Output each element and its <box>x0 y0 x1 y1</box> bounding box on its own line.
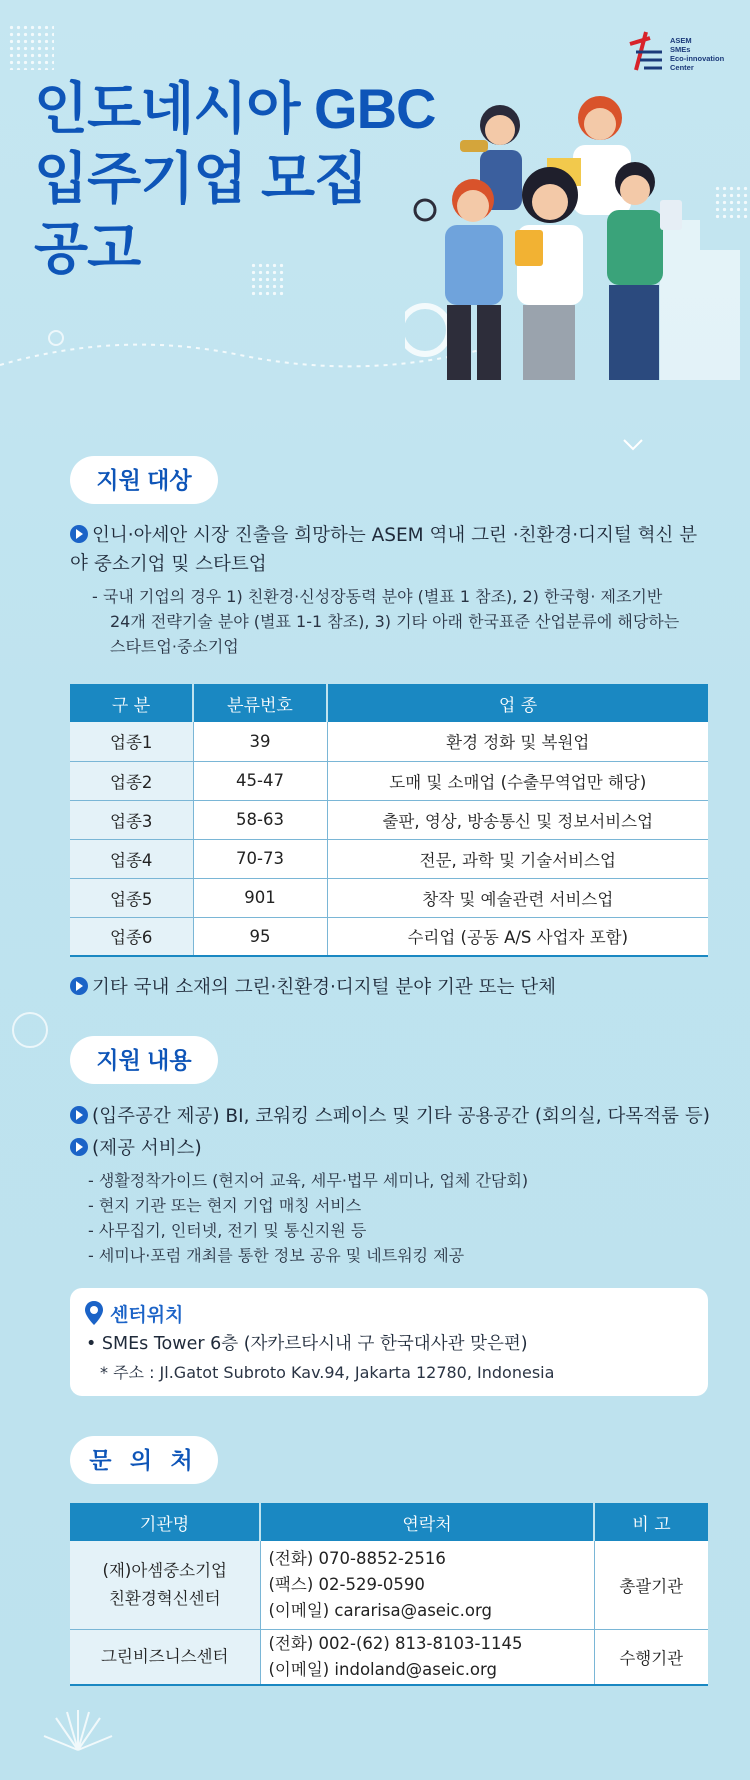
map-pin-icon <box>84 1300 104 1326</box>
list-item: - 생활정착가이드 (현지어 교육, 세무·법무 세미나, 업체 간담회) <box>88 1171 529 1190</box>
table-row: 업종2 45-47 도매 및 소매업 (수출무역업만 해당) <box>70 761 708 800</box>
list-item: - 사무집기, 인터넷, 전기 및 통신지원 등 <box>88 1221 367 1240</box>
location-address: * 주소 : Jl.Gatot Subroto Kav.94, Jakarta 12780, Indonesia <box>100 1363 555 1382</box>
table-row: 업종3 58-63 출판, 영상, 방송통신 및 정보서비스업 <box>70 800 708 839</box>
contact-table <box>70 1503 708 1686</box>
list-item: - 현지 기관 또는 현지 기업 매칭 서비스 <box>88 1196 362 1215</box>
table-header: 구 분 <box>70 684 193 722</box>
logo-text: ASEM SMEs Eco-innovation Center <box>670 36 725 72</box>
table-header: 분류번호 <box>193 684 327 722</box>
table-row: 업종6 95 수리업 (공동 A/S 사업자 포함) <box>70 917 708 956</box>
table-row <box>70 1629 708 1685</box>
page-title: 인도네시아 GBC 입주기업 모집 공고 <box>34 77 436 280</box>
sunburst-decoration <box>38 1700 118 1780</box>
aseic-logo <box>624 30 728 74</box>
arrow-right-icon <box>70 1138 88 1156</box>
table-header-row <box>70 1503 708 1541</box>
arrow-right-icon <box>70 977 88 995</box>
section-heading-content: 지원 내용 <box>70 1036 218 1084</box>
email-link[interactable]: (이메일) indoland@aseic.org <box>268 1659 497 1679</box>
table-header: 기관명 <box>70 1503 260 1541</box>
arrow-right-icon <box>70 1106 88 1124</box>
target-sub-note: - 국내 기업의 경우 1) 친환경·신성장동력 분야 (별표 1 참조), 2) 한국형· 제조기반 24개 전략기술 분야 (별표 1-1 참조), 3) 기타 아래 한국표준 산업분류에 해당하는 스타트업·중소기업 <box>92 587 680 656</box>
target-bullet-1: 인니·아세안 시장 진출을 희망하는 ASEM 역내 그린 ·친환경·디지털 혁신 분야 <box>70 525 698 574</box>
content-bullet-1: (입주공간 제공) BI, 코워킹 스페이스 및 기타 공용공간 (회의실, 다목적룸 등) <box>70 1103 710 1131</box>
target-bullet-2: 기타 국내 소재의 그린·친환경·디지털 분야 기관 또는 단체 <box>70 974 710 1002</box>
table-row <box>70 1541 708 1629</box>
table-row: 업종1 39 환경 정화 및 복원업 <box>70 722 708 761</box>
section-heading-contact: 문 의 처 <box>70 1436 218 1484</box>
contact-info: (전화) 070-8852-2516 (팩스) 02-529-0590 (이메일) cararisa@aseic.org <box>260 1541 594 1629</box>
table-header: 연락처 <box>260 1503 594 1541</box>
circle-decoration <box>12 1012 48 1048</box>
org-role: 수행기관 <box>594 1629 708 1685</box>
contact-info: (전화) 002-(62) 813-8103-1145 (이메일) indoland@aseic.org <box>260 1629 594 1685</box>
table-header-row <box>70 684 708 722</box>
arrow-right-icon <box>70 525 88 543</box>
location-building: • SMEs Tower 6층 (자카르타시내 구 한국대사관 맞은편) <box>86 1334 528 1354</box>
people-group-illustration <box>405 80 750 380</box>
table-row: 업종5 901 창작 및 예술관련 서비스업 <box>70 878 708 917</box>
email-link[interactable]: (이메일) cararisa@aseic.org <box>268 1600 492 1620</box>
chevron-down-icon <box>622 438 644 452</box>
industry-table <box>70 684 708 957</box>
logo-mark-icon <box>624 30 664 74</box>
location-box <box>70 1288 708 1396</box>
dot-pattern-decoration <box>8 24 54 70</box>
org-role: 총괄기관 <box>594 1541 708 1629</box>
section-heading-target: 지원 대상 <box>70 456 218 504</box>
table-row: 업종4 70-73 전문, 과학 및 기술서비스업 <box>70 839 708 878</box>
org-name: (재)아셈중소기업 친환경혁신센터 <box>70 1541 260 1629</box>
table-header: 업 종 <box>327 684 708 722</box>
org-name: 그린비즈니스센터 <box>70 1629 260 1685</box>
service-list <box>88 1168 708 1268</box>
table-header: 비 고 <box>594 1503 708 1541</box>
list-item: - 세미나·포럼 개최를 통한 정보 공유 및 네트워킹 제공 <box>88 1246 465 1265</box>
location-title: 센터위치 <box>110 1304 184 1326</box>
content-bullet-2: (제공 서비스) <box>70 1135 710 1163</box>
target-bullet-1-cont: 중소기업 및 스타트업 <box>94 554 267 575</box>
